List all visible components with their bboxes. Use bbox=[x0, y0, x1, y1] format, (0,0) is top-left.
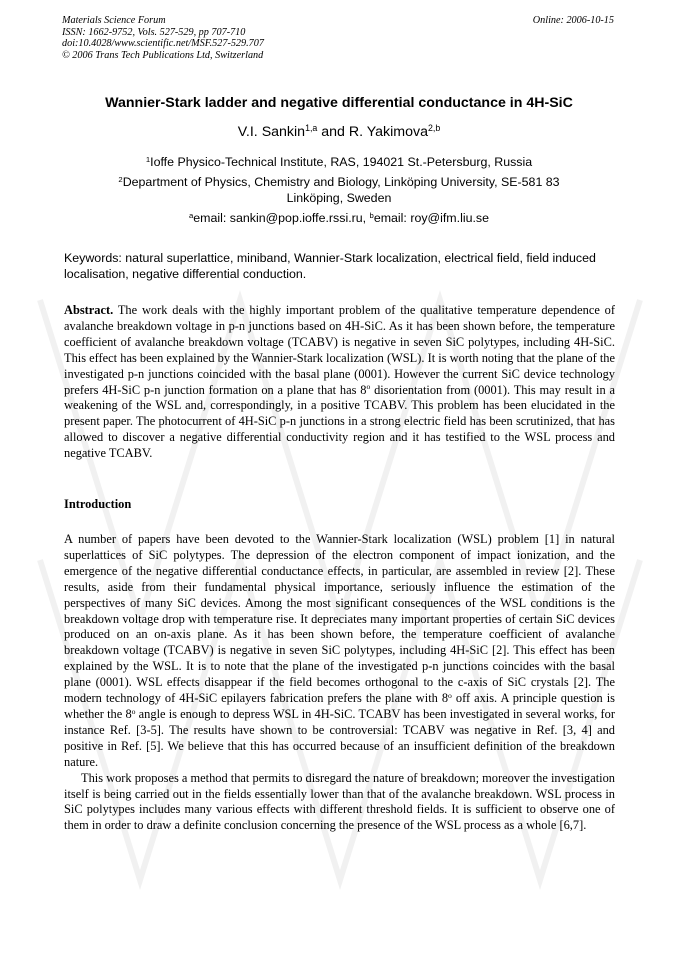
email-a: email: sankin@pop.ioffe.rssi.ru, bbox=[193, 211, 370, 225]
abstract bbox=[64, 303, 615, 462]
email-line bbox=[20, 210, 658, 226]
author-1: V.I. Sankin bbox=[237, 124, 306, 140]
online-date: Online: 2006-10-15 bbox=[532, 15, 614, 26]
affiliation-2-cont: Linköping, Sweden bbox=[286, 191, 392, 205]
intro-p1-text-2: off axis. A principle question is whether the 8 bbox=[64, 691, 615, 721]
journal-issn: ISSN: 1662-9752, Vols. 527-529, pp 707-710 bbox=[62, 26, 246, 38]
email-a-marker: a bbox=[189, 210, 194, 220]
degree-symbol: o bbox=[131, 706, 136, 716]
degree-symbol: o bbox=[448, 690, 452, 700]
journal-copyright: © 2006 Trans Tech Publications Ltd, Switzerland bbox=[62, 49, 264, 61]
affiliation-2-text: Department of Physics, Chemistry and Biology, Linköping University, SE-581 83 bbox=[122, 175, 560, 189]
author-2: R. Yakimova bbox=[348, 124, 428, 140]
author-conjunction: and bbox=[317, 124, 349, 140]
paper-title: Wannier-Stark ladder and negative differential conductance in 4H-SiC bbox=[105, 95, 573, 111]
intro-paragraph-1 bbox=[64, 532, 615, 771]
abstract-label: Abstract. bbox=[64, 303, 114, 317]
journal-header bbox=[62, 15, 264, 61]
author-1-affil: 1,a bbox=[305, 123, 318, 134]
degree-symbol: o bbox=[366, 382, 371, 392]
journal-doi: doi:10.4028/www.scientific.net/MSF.527-529.707 bbox=[62, 38, 264, 50]
affiliation-1-text: Ioffe Physico-Technical Institute, RAS, 194021 St.-Petersburg, Russia bbox=[150, 155, 533, 169]
abstract-text-2: disorientation from (0001). This may result in a weakening of the WSL and, correspondingly, in a positive TCABV. This problem has been elucidated in the present paper. The photocurrent of 4H-SiC p-n junctions in a strong electric field has been scrutinized, that has allowed to discover a negative differential conductivity region and it has testified to the WSL process and negative TCABV. bbox=[64, 382, 615, 461]
author-2-affil: 2,b bbox=[428, 123, 441, 134]
keywords: Keywords: natural superlattice, miniband, Wannier-Stark localization, electrical field, field induced localisation, negative differential conduction. bbox=[64, 251, 596, 281]
intro-p1-text-1: A number of papers have been devoted to the Wannier-Stark localization (WSL) problem [1] in natural superlattices of SiC polytypes. The depression of the electron component of impact ionization, and the emergence of the negative differential conductance effects, in particular, are assembled in review [2]. These results, aside from their fundamental physical importance, seriously influence the estimation of the perspectives of many SiC devices. Among the most significant consequences of the WSL conditions is the breakdown voltage drop with temperature rise. It depreciates many important properties of certain SiC devices produced on an on-axis plane. As it has been shown before, the temperature coefficient of avalanche breakdown voltage (TCABV) is negative in seven SiC polytypes, including 4H-SiC [2]. This effect has been explained by the WSL. It is to note that the plane of the investigated p-n junctions coincides with the basal plane (0001). WSL effects disappear if the field becomes orthogonal to the c-axis of SiC crystals [2]. The modern technology of 4H-SiC epilayers fabrication prefers the plane with 8 bbox=[64, 532, 615, 706]
affiliation-1 bbox=[20, 154, 658, 170]
intro-p1-text-3: angle is enough to depress WSL in 4H-SiC. TCABV has been investigated in several works, for instance Ref. [3-5]. The results have shown to be controversial: TCABV was negative in Ref. [3, 4] and positive in Ref. [5]. We believe that this has occurred because of an insufficient definition of the breakdown nature. bbox=[64, 706, 615, 769]
affiliation-1-marker: 1 bbox=[145, 154, 151, 164]
author-line bbox=[20, 124, 658, 141]
abstract-text-1: The work deals with the highly important problem of the qualitative temperature dependence of avalanche breakdown voltage in p-n junctions based on 4H-SiC. As it has been shown before, the temperature coefficient of avalanche breakdown voltage (TCABV) is negative in seven SiC polytypes, including 4H-SiC. This effect has been explained by the Wannier-Stark localization (WSL). It is worth noting that the plane of the investigated p-n junctions coincided with the basal plane (0001). However the current SiC device technology prefers 4H-SiC p-n junction formation on a plane that has 8 bbox=[64, 303, 615, 397]
introduction-body bbox=[64, 532, 615, 834]
intro-paragraph-2: This work proposes a method that permits to disregard the nature of breakdown; moreover the investigation itself is being carried out in the fields essentially lower than that of the avalanche breakdown. WSL process in SiC polytypes includes many various effects with different threshold fields. It is sufficient to observe one of them in order to draw a definite conclusion concerning the presence of the WSL process as a whole [6,7]. bbox=[64, 770, 615, 833]
affiliation-2 bbox=[20, 174, 658, 190]
affiliation-2-marker: 2 bbox=[118, 174, 123, 184]
journal-name: Materials Science Forum bbox=[62, 15, 166, 26]
email-b-marker: b bbox=[369, 210, 374, 220]
section-heading-introduction: Introduction bbox=[64, 497, 132, 511]
email-b: email: roy@ifm.liu.se bbox=[373, 211, 489, 225]
